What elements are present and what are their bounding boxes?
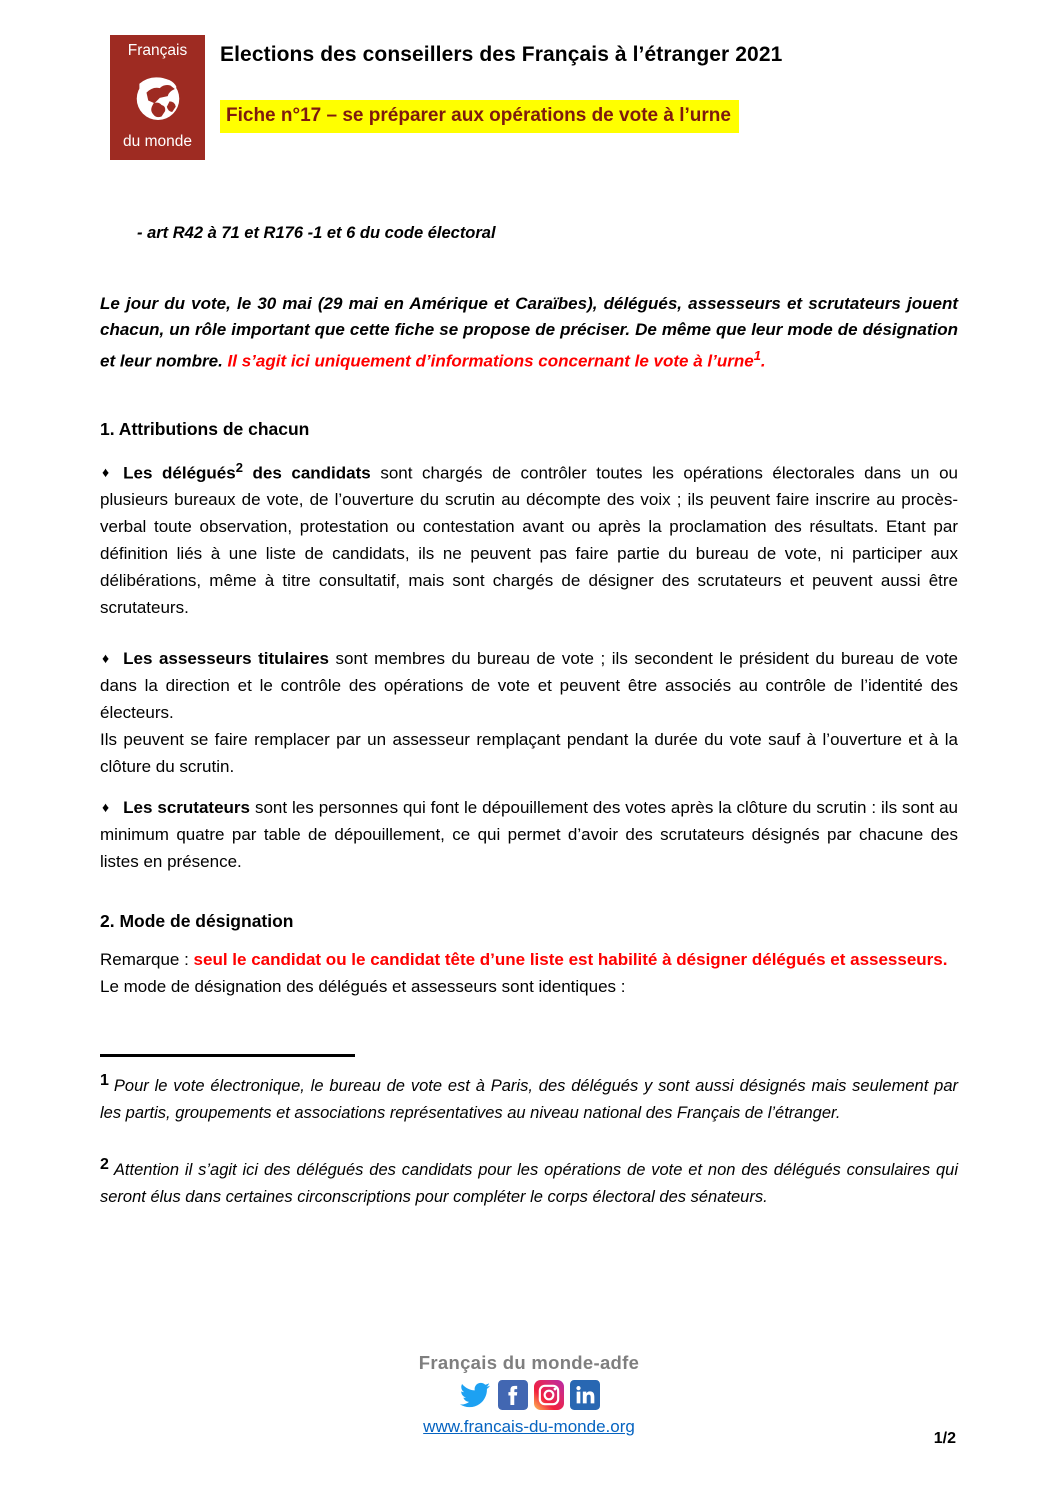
document-body xyxy=(0,224,1058,1211)
page-number: 1/2 xyxy=(933,1430,956,1447)
intro-red-period: . xyxy=(760,351,766,371)
intro-text: Le jour du vote, le 30 mai (29 mai en Amérique et Caraïbes), délégués, assesseurs et scrutateurs jouent chacun, un rôle important que cette fiche se propose de préciser. De même que leur mode de désignation et leur nombre. xyxy=(100,294,958,371)
footnote-2-text: Attention il s’agit ici des délégués des candidats pour les opérations de vote et non des délégués consulaires qui seront élus dans certaines circonscriptions pour compléter le corps électoral des sénateurs. xyxy=(100,1161,958,1207)
assesseurs-label: Les assesseurs titulaires xyxy=(123,649,329,669)
org-logo xyxy=(110,35,205,160)
social-icons xyxy=(0,1379,1058,1411)
footnote-1-number: 1 xyxy=(100,1072,109,1090)
footnote-marker-1: 1 xyxy=(753,348,761,363)
remarque-paragraph xyxy=(100,946,958,1000)
delegues-paragraph xyxy=(100,454,958,622)
instagram-icon[interactable] xyxy=(534,1380,564,1410)
footnote-marker-2: 2 xyxy=(235,459,243,475)
scrutateurs-body: sont les personnes qui font le dépouillement des votes après la clôture du scrutin : ils sont au minimum quatre par table de dépouillement, ce qui permet d’avoir des scrutateurs désignés par chacune des listes en présence. xyxy=(100,798,958,872)
remarque-red-text: seul le candidat ou le candidat tête d’une liste est habilité à désigner délégués et assesseurs. xyxy=(193,950,948,970)
footnote-2-number: 2 xyxy=(100,1156,109,1174)
assesseurs-body: sont membres du bureau de vote ; ils secondent le président du bureau de vote dans la direction et le contrôle des opérations de vote et peuvent être associés au contrôle de l’identité des électeurs. xyxy=(100,649,958,723)
globe-icon xyxy=(127,64,189,130)
delegues-label-suffix: des candidats xyxy=(242,463,371,483)
footnote-1 xyxy=(100,1067,958,1127)
footnote-1-text: Pour le vote électronique, le bureau de vote est à Paris, des délégués y sont aussi désignés mais seulement par les partis, groupements et associations représentatives au niveau national des Français de l’étranger. xyxy=(100,1077,958,1123)
diamond-bullet-icon: ♦ xyxy=(102,464,110,481)
footnote-separator xyxy=(100,1054,355,1057)
legal-reference: - art R42 à 71 et R176 -1 et 6 du code électoral xyxy=(137,224,496,242)
diamond-bullet-icon: ♦ xyxy=(102,650,110,667)
header-text xyxy=(220,35,782,160)
assesseurs-body-2: Ils peuvent se faire remplacer par un assesseur remplaçant pendant la durée du vote sauf à l’ouverture et à la clôture du scrutin. xyxy=(100,730,958,777)
page-title: Elections des conseillers des Français à l’étranger 2021 xyxy=(220,43,783,66)
remarque-line-2: Le mode de désignation des délégués et assesseurs sont identiques : xyxy=(100,977,626,997)
linkedin-icon[interactable] xyxy=(570,1380,600,1410)
delegues-label: Les délégués xyxy=(123,463,236,483)
intro-paragraph xyxy=(100,291,958,375)
section-2-heading: 2. Mode de désignation xyxy=(100,911,294,932)
facebook-icon[interactable] xyxy=(498,1380,528,1410)
remarque-label: Remarque : xyxy=(100,950,194,970)
logo-top-text: Français xyxy=(127,42,188,59)
fiche-subtitle: Fiche n°17 – se préparer aux opérations de vote à l’urne xyxy=(220,100,739,133)
footnote-2 xyxy=(100,1151,958,1211)
section-1-heading: 1. Attributions de chacun xyxy=(100,418,310,439)
scrutateurs-paragraph xyxy=(100,794,958,875)
footer-org-name: Français du monde-adfe xyxy=(418,1352,640,1373)
assesseurs-paragraph xyxy=(100,645,958,780)
footer xyxy=(0,1352,1058,1437)
header xyxy=(0,0,1058,160)
scrutateurs-label: Les scrutateurs xyxy=(123,798,250,818)
intro-red-text: Il s’agit ici uniquement d’informations concernant le vote à l’urne xyxy=(227,351,754,371)
logo-bottom-text: du monde xyxy=(123,133,192,150)
website-link[interactable]: www.francais-du-monde.org xyxy=(423,1417,635,1436)
delegues-body: sont chargés de contrôler toutes les opérations électorales dans un ou plusieurs bureaux de vote, de l’ouverture du scrutin au décompte des voix ; ils peuvent faire inscrire au procès-verbal toute observation, protestation ou contestation avant ou après la proclamation des résultats. Etant par définition liés à une liste de candidats, ils ne peuvent pas faire partie du bureau de vote, ni participer aux délibérations, même à titre consultatif, mais sont chargés de désigner des scrutateurs et peuvent aussi être scrutateurs. xyxy=(100,463,958,618)
diamond-bullet-icon: ♦ xyxy=(102,799,110,816)
twitter-icon[interactable] xyxy=(458,1380,492,1410)
